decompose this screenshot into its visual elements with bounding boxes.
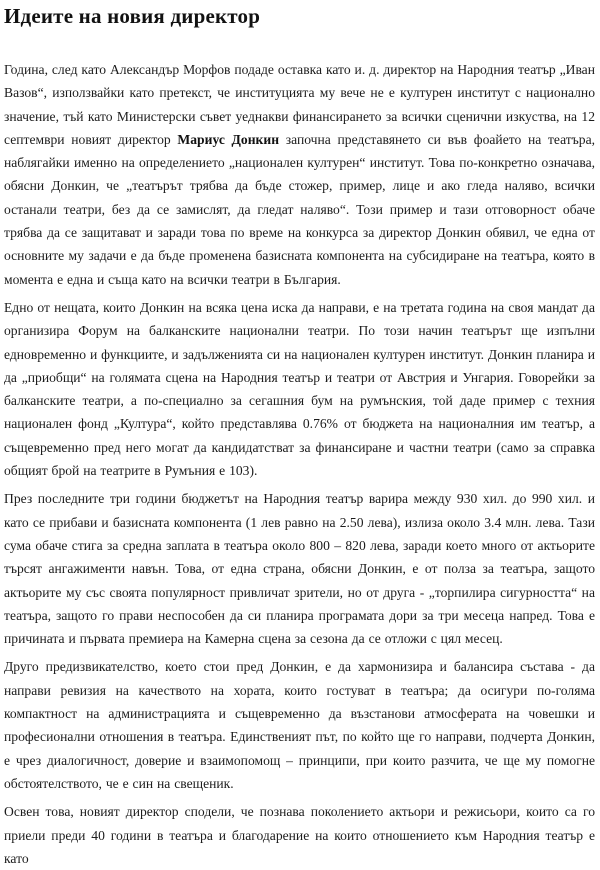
- paragraph-text: През последните три години бюджетът на Народния театър варира между 930 хил. до 990 хил. и като се прибави и базисната компонента (1 лев равно на 2.50 лева), излиза около 3.4 млн. лева. Тази сума обаче стига за средна заплата в театъра около 800 – 820 лева, заради което много от актьорите търсят ангажименти навън. Това, от една страна, обясни Донкин, е от полза за театъра, защото актьорите му със своята популярност привличат зрители, но от друга - „торпилира сигурността“ на театъра, защото го прави неспособен да си планира програмата дори за три месеца напред. Това е причината и първата премиера на Камерна сцена за сезона да се отложи с цял месец.: [4, 491, 595, 647]
- paragraph-text: започна представянето си във фоайето на театъра, наблягайки именно на определението „национален културен“ институт. Това по-конкретно означава, обясни Донкин, че „театърът трябва да бъде стожер, пример, лице и ако гледа наляво, всички останали театри, без да се замислят, да гледат наляво“. Този пример и тази отговорност обаче трябва да се защитават и заради това по време на конкурса за директор Донкин обявил, че една от основните му задачи е да бъде променена базисната компонента на субсидиране на театъра, която в момента е една и съща като на всички театри в България.: [4, 131, 596, 287]
- paragraph-text: Друго предизвикателство, което стои пред Донкин, е да хармонизира и балансира състава - да направи ревизия на качеството на хората, които гостуват в театъра; да осигури по-голяма компактност на администрацията и същевременно да възстанови атмосферата на човешки и професионални отношения в театъра. Единственият път, по който ще го направи, подчерта Донкин, е чрез диалогичност, доверие и взаимопомощ – принципи, при които разчита, че ще му помогне обстоятелството, че е син на свещеник.: [4, 659, 595, 791]
- paragraph-text: Едно от нещата, които Донкин на всяка цена иска да направи, е на третата година на своя мандат да организира Форум на балканските национални театри. По този начин театърът ще изпълни едновременно и функциите, и задълженията си на национален културен институт. Донкин планира и да „приобщи“ на голямата сцена на Народния театър и театри от Австрия и Унгария. Говорейки за балканските театри, а по-специално за сегашния бум на румънския, той даде пример с техния национален фонд „Култура“, който представлява 0.76% от бюджета на националния им театър, а същевременно пред него могат да кандидатстват за финансиране и частни театри (само за справка общият брой на театрите в Румъния е 103).: [4, 299, 595, 479]
- document-body: [4, 58, 595, 870]
- paragraph-text: Освен това, новият директор сподели, че познава поколението актьори и режисьори, които са го приели преди 40 години в театъра и благодарение на които отношението към Народния театър е като: [4, 804, 595, 866]
- paragraph: [4, 487, 595, 650]
- paragraph: [4, 655, 595, 795]
- paragraph: [4, 800, 595, 870]
- paragraph-text: Година, след като Александър Морфов подаде оставка като и. д. директор на Народния театър „Иван Вазов“, използвайки като претекст, че институцията му вече не е културен институт с национално значение, тъй като Министерски съвет уеднакви финансирането за всички сценични изкуства, на 12 септември новият директор: [4, 62, 595, 147]
- paragraph: [4, 296, 595, 482]
- document-title: Идеите на новия директор: [4, 4, 261, 28]
- director-name-bold: Мариус Донкин: [177, 131, 280, 147]
- paragraph: [4, 58, 595, 291]
